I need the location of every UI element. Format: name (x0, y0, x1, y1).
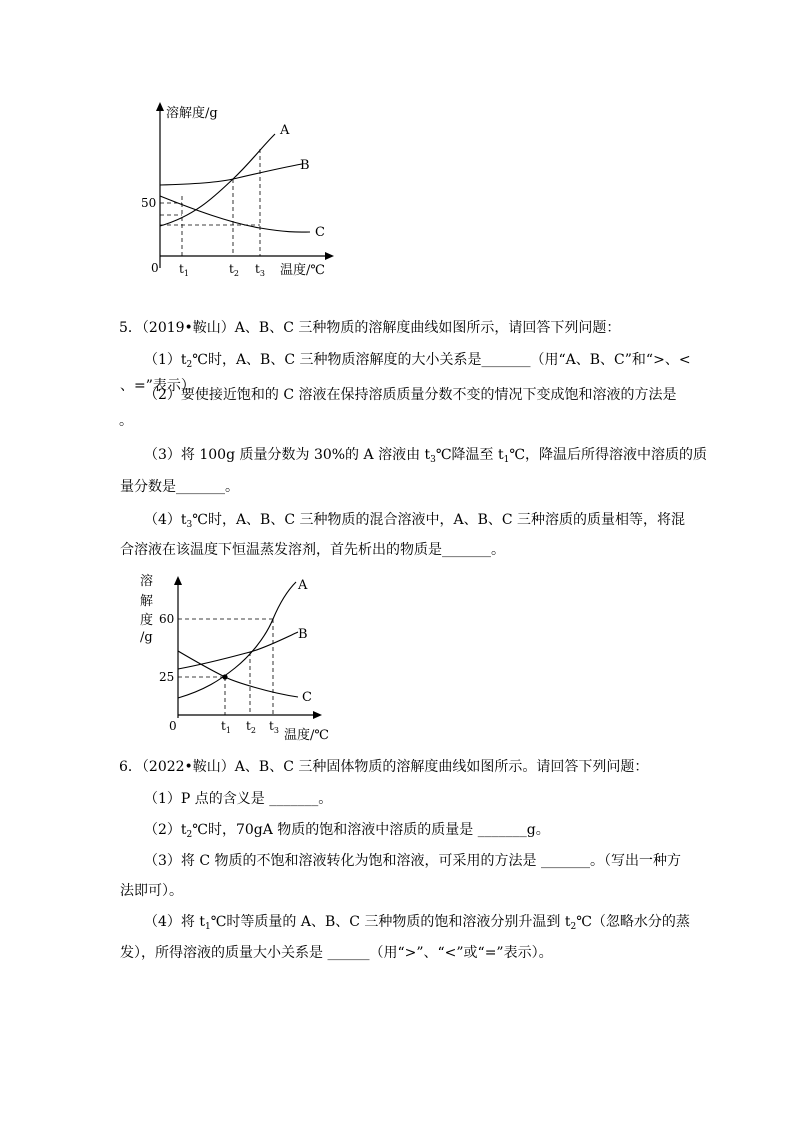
y-tick-50: 50 (141, 196, 157, 210)
y-axis-label-char2: 解 (140, 594, 154, 609)
y-axis-arrow (156, 102, 164, 111)
q5-part4: $(4)t_3℃$时，A、B、C 三种物质的混合溶液中，A、B、C 三种溶质的质量相等，将混 (144, 512, 686, 530)
q6-part4-cont: 发），所得溶液的质量大小关系是 ______（用“>”、“<”或“=”表示）。 (120, 945, 553, 961)
curve-label-b: B (298, 627, 308, 642)
curve-label-a: A (298, 578, 308, 593)
question-6-title: 6．（2022•鞍山）A、B、C 三种固体物质的溶解度曲线如图所示。请回答下列问题： (119, 759, 649, 775)
x-tick-t1: $t_1$ (179, 262, 189, 278)
q5-part3: （3）将 100g 质量分数为 30%的 A 溶液由 $t_3℃$降温至 $t_1℃$，降温后所得溶液中溶质的质 (144, 447, 708, 465)
x-tick-t2: $t_2$ (229, 262, 239, 278)
y-tick-25: 25 (159, 670, 175, 684)
intersection-point-p (222, 674, 227, 679)
curve-label-c: C (315, 225, 325, 240)
y-tick-60: 60 (159, 612, 175, 626)
curve-label-b: B (300, 158, 310, 173)
x-tick-t1: $t_1$ (221, 719, 231, 735)
origin-label: 0 (169, 719, 177, 733)
y-axis-label-char3: 度 (140, 613, 154, 628)
x-axis-arrow (325, 252, 334, 260)
origin-label: 0 (151, 261, 159, 275)
curve-a (160, 134, 275, 226)
x-tick-t2: $t_2$ (246, 719, 256, 735)
y-axis-arrow (174, 576, 182, 585)
q6-part3-cont: 法即可）。 (120, 883, 183, 899)
curve-c (160, 196, 310, 232)
y-axis-label: 溶解度/g (166, 106, 218, 121)
q5-part1: $(1)t_2℃$时，A、B、C 三种物质溶解度的大小关系是_______（用“A、B、C”和“>、< (144, 352, 691, 370)
x-axis-label: 温度/℃ (280, 263, 325, 278)
curve-label-a: A (280, 123, 290, 138)
curve-label-c: C (302, 690, 312, 705)
q5-part4-cont: 合溶液在该温度下恒温蒸发溶剂，首先析出的物质是_______。 (120, 542, 505, 558)
dashed-guides (178, 619, 273, 715)
q6-part3: （3）将 C 物质的不饱和溶液转化为饱和溶液，可采用的方法是 _______。（写出一种方 (144, 853, 681, 869)
q5-part2: （2）要使接近饱和的 C 溶液在保持溶质质量分数不变的情况下变成饱和溶液的方法是 (144, 387, 677, 403)
q6-part4: （4）将 $t_1℃$时等质量的 A、B、C 三种物质的饱和溶液分别升温到 $t_2℃$（忽略水分的蒸 (144, 914, 690, 932)
curve-a (178, 582, 296, 698)
y-axis-label-char1: 溶 (140, 574, 154, 589)
x-axis-arrow (313, 711, 322, 719)
solubility-chart-1 (130, 98, 340, 280)
q6-part2: $(2)t_2℃$时，70gA 物质的饱和溶液中溶质的质量是 _______g。 (144, 822, 550, 840)
curve-b (178, 632, 298, 669)
q6-part1: （1）P 点的含义是 _______。 (144, 791, 333, 807)
y-axis-label-char4: /g (140, 630, 153, 645)
question-5-title: 5．（2019•鞍山）A、B、C 三种物质的溶解度曲线如图所示，请回答下列问题： (119, 320, 621, 336)
curve-c (178, 651, 298, 697)
x-tick-t3: $t_3$ (255, 262, 265, 278)
x-axis-label: 温度/℃ (284, 728, 329, 743)
x-tick-t3: $t_3$ (269, 719, 279, 735)
q5-part3-cont: 量分数是_______。 (120, 479, 239, 495)
q5-part2-end: 。 (119, 413, 133, 429)
q5-part1-cont: 、=”表示） (120, 378, 195, 394)
curve-b (160, 164, 302, 185)
dashed-guides (160, 149, 260, 256)
solubility-chart-2 (130, 568, 350, 748)
